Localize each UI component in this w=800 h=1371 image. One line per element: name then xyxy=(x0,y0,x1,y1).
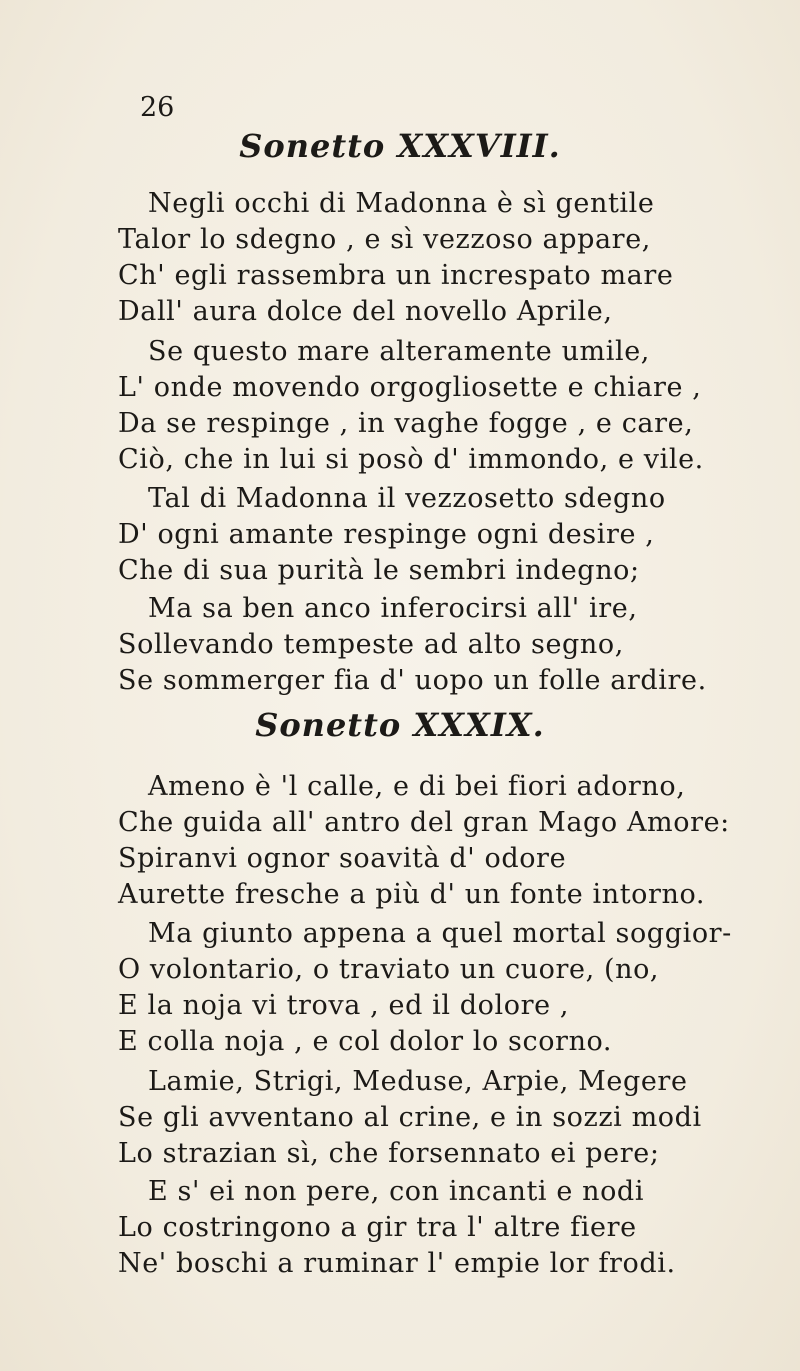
sonnet-title: Sonetto XXXVIII. xyxy=(239,127,561,165)
verse-line: Tal di Madonna il vezzosetto sdegno xyxy=(148,483,666,514)
verse-line: Sollevando tempeste ad alto segno, xyxy=(118,629,624,660)
verse-line: Che di sua purità le sembri indegno; xyxy=(118,555,640,586)
verse-line: Se sommerger fia d' uopo un folle ardire. xyxy=(118,665,707,696)
verse-line: Ne' boschi a ruminar l' empie lor frodi. xyxy=(118,1248,676,1279)
verse-line: Che guida all' antro del gran Mago Amore: xyxy=(118,807,730,838)
verse-line: L' onde movendo orgogliosette e chiare , xyxy=(118,372,702,403)
verse-line: Ciò, che in lui si posò d' immondo, e vile. xyxy=(118,444,704,475)
sonnet-title: Sonetto XXXIX. xyxy=(255,706,545,744)
verse-line: Dall' aura dolce del novello Aprile, xyxy=(118,296,613,327)
page-number: 26 xyxy=(140,92,175,123)
verse-line: Lo strazian sì, che forsennato ei pere; xyxy=(118,1138,660,1169)
verse-line: Ma sa ben anco inferocirsi all' ire, xyxy=(148,593,638,624)
verse-line: D' ogni amante respinge ogni desire , xyxy=(118,519,655,550)
verse-line: Se questo mare alteramente umile, xyxy=(148,336,650,367)
verse-line: Se gli avventano al crine, e in sozzi modi xyxy=(118,1102,702,1133)
verse-line: Ameno è 'l calle, e di bei fiori adorno, xyxy=(148,771,686,802)
verse-line: Lo costringono a gir tra l' altre fiere xyxy=(118,1212,637,1243)
verse-line: Talor lo sdegno , e sì vezzoso appare, xyxy=(118,224,651,255)
verse-line: E la noja vi trova , ed il dolore , xyxy=(118,990,570,1021)
verse-line: Lamie, Strigi, Meduse, Arpie, Megere xyxy=(148,1066,688,1097)
verse-line: O volontario, o traviato un cuore, (no, xyxy=(118,954,660,985)
verse-line: Aurette fresche a più d' un fonte intorno. xyxy=(118,879,706,910)
verse-line: E colla noja , e col dolor lo scorno. xyxy=(118,1026,613,1057)
verse-line: Ch' egli rassembra un increspato mare xyxy=(118,260,674,291)
verse-line: Negli occhi di Madonna è sì gentile xyxy=(148,188,655,219)
verse-line: Da se respinge , in vaghe fogge , e care, xyxy=(118,408,694,439)
verse-line: Ma giunto appena a quel mortal soggior- xyxy=(148,918,732,949)
verse-line: Spiranvi ognor soavità d' odore xyxy=(118,843,567,874)
verse-line: E s' ei non pere, con incanti e nodi xyxy=(148,1176,645,1207)
